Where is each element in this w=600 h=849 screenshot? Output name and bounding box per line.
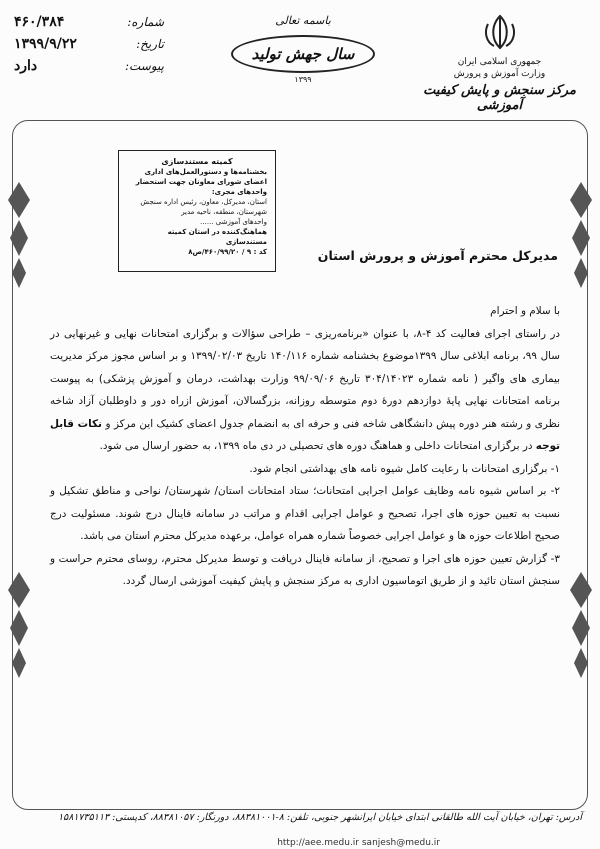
- stamp-line: شهرستان، منطقه، ناحیه مدیر: [181, 208, 267, 216]
- stamp-code: کد : ۹ / ۴۶۰/۹۹/۲۰/ص۸: [188, 248, 267, 256]
- iran-emblem-icon: [478, 12, 522, 52]
- center-name: مرکز سنجش و پایش کیفیت آموزشی: [423, 83, 576, 113]
- stamp-line: اعضای شورای معاونان جهت استحضار: [135, 178, 267, 186]
- header-organization: [417, 12, 582, 112]
- attachment-value: دارد: [14, 58, 38, 74]
- number-label: شماره:: [127, 15, 164, 29]
- stamp-line: واحدهای مجری:: [211, 188, 267, 196]
- year-slogan-logo: [231, 35, 375, 73]
- bismillah-heading: باسمه تعالی: [275, 14, 331, 27]
- stamp-line: استان، مدیرکل، معاون، رئیس اداره سنجش: [140, 198, 267, 206]
- year-slogan-text: سال جهش تولید: [251, 45, 355, 63]
- number-row: [14, 14, 164, 36]
- letter-body: [50, 300, 560, 593]
- body-paragraph: [50, 323, 560, 458]
- list-item: ۱- برگزاری امتحانات با رعایت کامل شیوه نامه های بهداشتی انجام شود.: [249, 462, 560, 475]
- body-paragraph-text: در راستای اجرای فعالیت کد ۴-۸، با عنوان «برنامه‌ریزی – طراحی سؤالات و برگزاری امتحانات نهایی و غیرنهایی در سال ۹۹، برنامه ابلاغی سال ۱۳۹۹موضوع بخشنامه شماره ۱۴۰/۱۱۶ تاریخ ۱۳۹۹/۰۲/۰۳ و بر اساس مجوز مرکز مدیریت بیماری های واگیر ( نامه شماره ۳۰۴/۱۴۰۲۳ تاریخ ۹۹/۰۹/۰۶ وزارت بهداشت، درمان و آموزش پزشکی) به پیوست برنامه امتحانات نهایی پایهٔ دوازدهم دورهٔ دوم متوسطه روزانه، بزرگسالان، آموزش ازراه دور و داوطلبان آزاد شاخه نظری و رشته هنر دوره پیش دانشگاهی شاخه فنی و حرفه ای به انضمام جدول اعضای کشیک این مرکز و: [50, 327, 561, 430]
- attachment-label: پیوست:: [124, 59, 164, 73]
- stamp-line: بخشنامه‌ها و دستورالعمل‌های اداری: [144, 168, 267, 176]
- number-value: ۴۶۰/۳۸۴: [14, 14, 65, 30]
- year-slogan-year: ۱۳۹۹: [294, 75, 312, 84]
- country-name: جمهوری اسلامی ایران: [457, 57, 542, 67]
- date-row: [14, 36, 164, 58]
- date-label: تاریخ:: [136, 37, 164, 51]
- committee-stamp: [118, 150, 276, 272]
- recipient-heading: مدیرکل محترم آموزش و پرورش استان: [317, 248, 558, 263]
- letter-meta: [14, 14, 164, 94]
- right-ornament-top-icon: [568, 180, 594, 290]
- list-item: ۳- گزارش تعیین حوزه های اجرا و تصحیح، از سامانه فاینال دریافت و توسط مدیرکل محترم، روسای محترم حراست و سنجش استان تائید و از طریق اتوماسیون اداری به مرکز سنجش و پایش کیفیت آموزشی ارسال گردد.: [50, 552, 560, 587]
- date-value: ۱۳۹۹/۹/۲۲: [14, 36, 77, 52]
- greeting: با سلام و احترام: [490, 305, 560, 317]
- list-item: ۲- بر اساس شیوه نامه وظایف عوامل اجرایی امتحانات؛ ستاد امتحانات استان/ شهرستان/ نواحی و مناطق تشکیل و نسبت به تعیین حوزه های اجرا، تصحیح و عوامل اجرایی اقدام و مراتب در سامانه فاینال درج شوند. مسئولیت درج صحیح اطلاعات حوزه ها و عوامل اجرایی خصوصاً شماره همراه عوامل، برعهده مدیرکل محترم استان می باشد.: [50, 485, 560, 542]
- left-ornament-top-icon: [6, 180, 32, 290]
- notes-highlight: نکات قابل توجه: [50, 417, 560, 452]
- header-center: [228, 14, 378, 104]
- ministry-name: وزارت آموزش و پرورش: [453, 69, 546, 79]
- footer-address: آدرس: تهران، خیابان آیت الله طالقانی ابتدای خیابان ایرانشهر جنوبی، تلفن: ۸-۸۸۳۸۱۰۰۱، دورنگار: ۸۸۳۸۱۰۵۷، کدپستی: ۱۵۸۱۷۳۵۱۱۳: [58, 812, 582, 823]
- right-ornament-bottom-icon: [568, 570, 594, 680]
- stamp-title: کمیته مستندسازی: [161, 157, 233, 166]
- attachment-row: [14, 58, 164, 80]
- stamp-line: واحدهای آموزشی ......: [200, 218, 267, 226]
- left-ornament-bottom-icon: [6, 570, 32, 680]
- footer-web-line: http://aee.medu.ir sanjesh@medu.ir: [277, 838, 440, 848]
- stamp-line: هماهنگ‌کننده در استان کمیته مستندسازی: [167, 228, 267, 246]
- body-paragraph-end: در برگزاری امتحانات داخلی و هماهنگ دوره های تحصیلی در دی ماه ۱۳۹۹، به حضور ارسال می شود.: [99, 440, 533, 452]
